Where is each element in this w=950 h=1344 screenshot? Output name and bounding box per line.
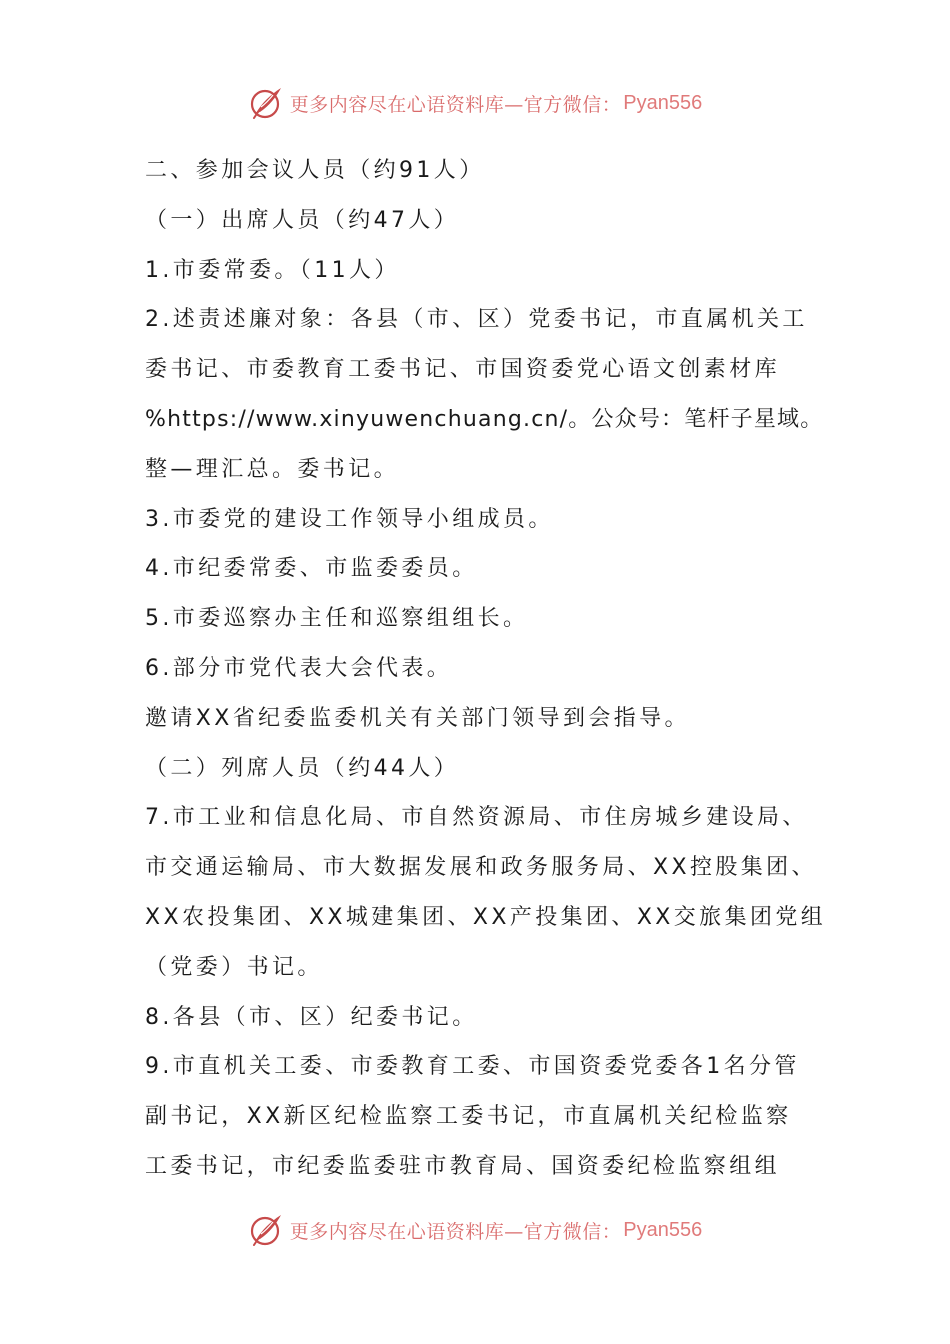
list-item: 7.市工业和信息化局、市自然资源局、市住房城乡建设局、 — [145, 805, 808, 831]
document-body — [145, 146, 835, 1192]
list-item-continuation: XX农投集团、XX城建集团、XX产投集团、XX交旅集团党组 — [145, 904, 827, 930]
list-item: 4.市纪委常委、市监委委员。 — [145, 556, 478, 582]
list-item-continuation: 工委书记，市纪委监委驻市教育局、国资委纪检监察组组 — [145, 1153, 781, 1179]
list-item-continuation: %https://www.xinyuwenchuang.cn/。公众号：笔杆子星域。 — [145, 406, 824, 432]
subsection-heading: （一）出席人员（约47人） — [145, 207, 460, 233]
list-item-continuation: 市交通运输局、市大数据发展和政务服务局、XX控股集团、 — [145, 855, 817, 881]
list-item: 5.市委巡察办主任和巡察组组长。 — [145, 606, 529, 632]
list-item-continuation: （党委）书记。 — [145, 954, 323, 980]
list-item-continuation: 副书记，XX新区纪检监察工委书记，市直属机关纪检监察 — [145, 1104, 792, 1130]
section-heading: 二、参加会议人员（约91人） — [145, 158, 485, 183]
subsection-heading: （二）列席人员（约44人） — [145, 755, 460, 781]
banner-text: 更多内容尽在心语资料库—官方微信： — [289, 1220, 622, 1243]
list-item: 2.述责述廉对象：各县（市、区）党委书记，市直属机关工 — [145, 307, 808, 333]
banner-wechat-id: Pyan556 — [623, 91, 703, 114]
paragraph: 邀请XX省纪委监委机关有关部门领导到会指导。 — [145, 705, 690, 731]
banner-text: 更多内容尽在心语资料库—官方微信： — [289, 93, 622, 116]
list-item-continuation: 整—理汇总。委书记。 — [145, 456, 400, 482]
list-item: 8.各县（市、区）纪委书记。 — [145, 1004, 478, 1030]
list-item: 3.市委党的建设工作领导小组成员。 — [145, 506, 554, 532]
banner-wechat-id: Pyan556 — [623, 1218, 703, 1241]
list-item: 6.部分市党代表大会代表。 — [145, 655, 453, 681]
list-item: 1.市委常委。（11人） — [145, 257, 400, 283]
footer-banner — [0, 1210, 950, 1250]
list-item: 9.市直机关工委、市委教育工委、市国资委党委各1名分管 — [145, 1054, 800, 1080]
quill-pen-logo-icon — [248, 85, 284, 121]
list-item-continuation: 委书记、市委教育工委书记、市国资委党心语文创素材库 — [145, 357, 781, 383]
header-banner — [0, 83, 950, 123]
quill-pen-logo-icon — [248, 1212, 284, 1248]
